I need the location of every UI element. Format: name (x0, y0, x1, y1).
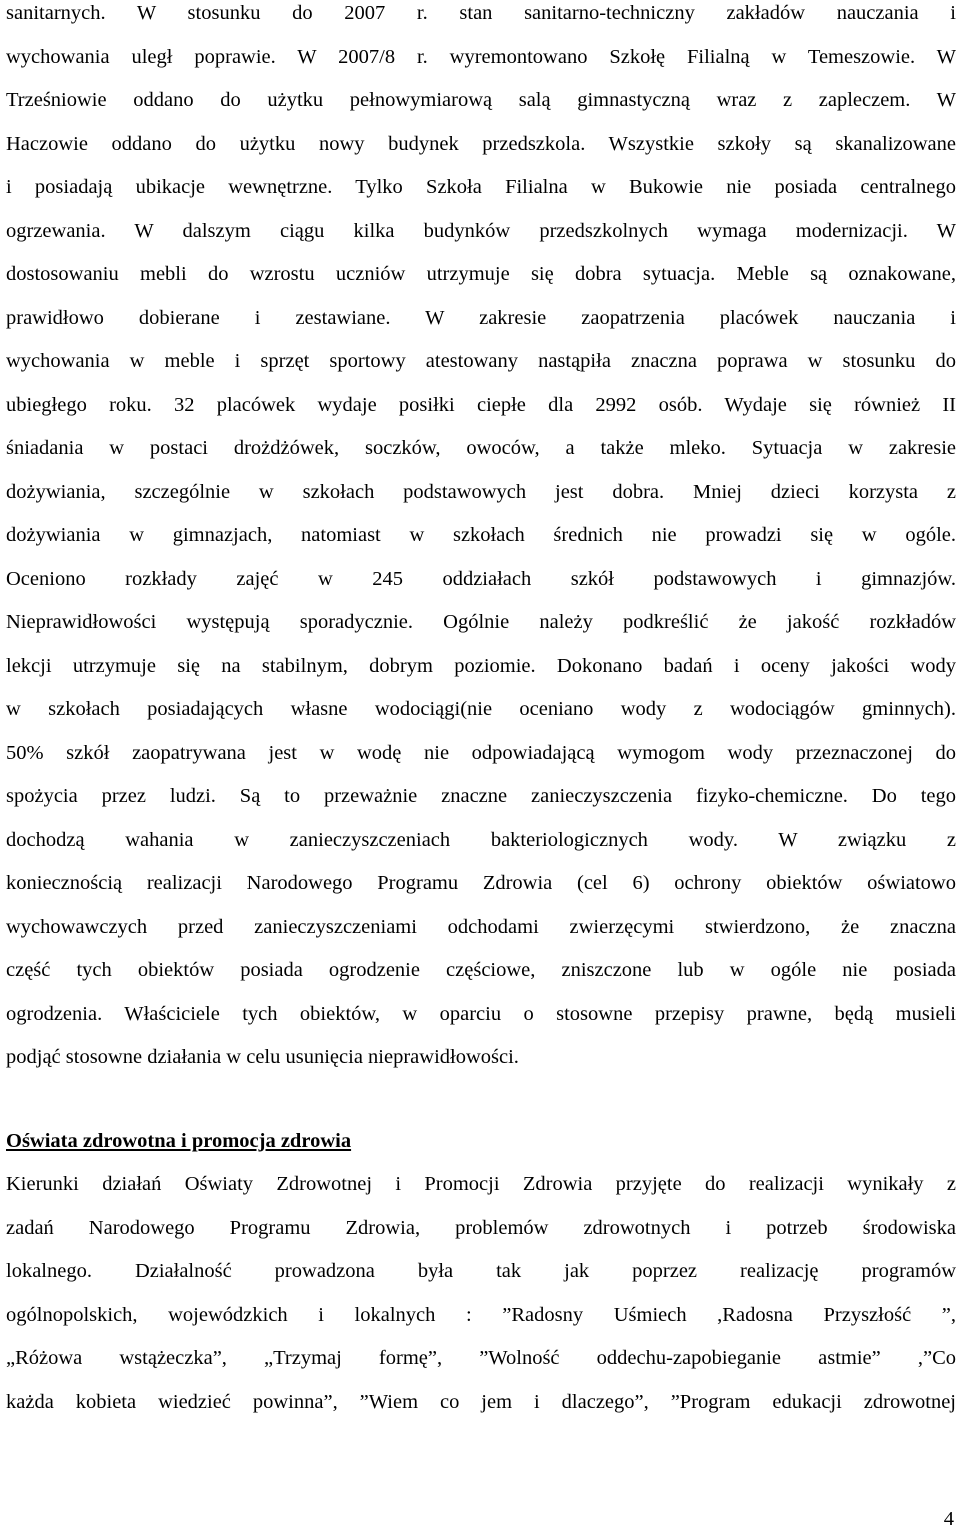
text-line: każda kobieta wiedzieć powinna”, ”Wiem co jem i dlaczego”, ”Program edukacji zdrowotnej (6, 1390, 956, 1413)
text-line: dostosowaniu mebli do wzrostu uczniów utrzymuje się dobra sytuacja. Meble są oznakowane, (6, 263, 956, 285)
text-line: lekcji utrzymuje się na stabilnym, dobrym poziomie. Dokonano badań i oceny jakości wody (6, 654, 956, 677)
body-paragraph-2 (6, 1163, 956, 1424)
text-line: spożycia przez ludzi. Są to przeważnie znaczne zanieczyszczenia fizyko-chemiczne. Do tego (6, 785, 956, 807)
text-line: Kierunki działań Oświaty Zdrowotnej i Promocji Zdrowia przyjęte do realizacji wynikały z (6, 1173, 956, 1195)
text-line: śniadania w postaci drożdżówek, soczków, owoców, a także mleko. Sytuacja w zakresie (6, 437, 956, 459)
text-line: Nieprawidłowości występują sporadycznie. Ogólnie należy podkreślić że jakość rozkładów (6, 611, 956, 633)
text-line: wychowania uległ poprawie. W 2007/8 r. wyremontowano Szkołę Filialną w Temeszowie. W (6, 45, 956, 68)
text-line: wychowania w meble i sprzęt sportowy atestowany nastąpiła znaczna poprawa w stosunku do (6, 350, 956, 372)
text-line: zadań Narodowego Programu Zdrowia, problemów zdrowotnych i potrzeb środowiska (6, 1216, 956, 1239)
text-line: dochodzą wahania w zanieczyszczeniach bakteriologicznych wody. W związku z (6, 828, 956, 851)
text-line: w szkołach posiadających własne wodociągi(nie oceniano wody z wodociągów gminnych). (6, 698, 956, 720)
text-line: „Różowa wstążeczka”, „Trzymaj formę”, ”Wolność oddechu-zapobieganie astmie” ,”Co (6, 1347, 956, 1369)
text-line: ubiegłego roku. 32 placówek wydaje posiłki ciepłe dla 2992 osób. Wydaje się również II (6, 393, 956, 416)
text-line: dożywiania, szczególnie w szkołach podstawowych jest dobra. Mniej dzieci korzysta z (6, 480, 956, 503)
page-number: 4 (943, 1508, 954, 1530)
text-line: prawidłowo dobierane i zestawiane. W zakresie zaopatrzenia placówek nauczania i (6, 306, 956, 329)
body-paragraph-1 (6, 0, 956, 1080)
text-line: ogrodzenia. Właściciele tych obiektów, w oparciu o stosowne przepisy prawne, będą musieli (6, 1002, 956, 1025)
section-heading: Oświata zdrowotna i promocja zdrowia (6, 1130, 352, 1152)
text-line: Haczowie oddano do użytku nowy budynek przedszkola. Wszystkie szkoły są skanalizowane (6, 132, 956, 155)
text-line: i posiadają ubikacje wewnętrzne. Tylko Szkoła Filialna w Bukowie nie posiada centralnego (6, 176, 956, 198)
text-line: podjąć stosowne działania w celu usunięcia nieprawidłowości. (6, 1046, 519, 1068)
document-page (6, 0, 956, 1080)
text-line: część tych obiektów posiada ogrodzenie częściowe, zniszczone lub w ogóle nie posiada (6, 959, 956, 981)
text-line: dożywiania w gimnazjach, natomiast w szkołach średnich nie prowadzi się w ogóle. (6, 524, 956, 546)
text-line: Trześniowie oddano do użytku pełnowymiarową salą gimnastyczną wraz z zapleczem. W (6, 89, 956, 111)
text-line: ogrzewania. W dalszym ciągu kilka budynków przedszkolnych wymaga modernizacji. W (6, 219, 956, 242)
text-line: Oceniono rozkłady zajęć w 245 oddziałach szkół podstawowych i gimnazjów. (6, 567, 956, 590)
text-line: wychowawczych przed zanieczyszczeniami odchodami zwierzęcymi stwierdzono, że znaczna (6, 915, 956, 938)
text-line: sanitarnych. W stosunku do 2007 r. stan sanitarno-techniczny zakładów nauczania i (6, 2, 956, 24)
text-line: lokalnego. Działalność prowadzona była tak jak poprzez realizację programów (6, 1260, 956, 1282)
text-line: 50% szkół zaopatrywana jest w wodę nie odpowiadającą wymogom wody przeznaczonej do (6, 741, 956, 764)
text-line: ogólnopolskich, wojewódzkich i lokalnych : ”Radosny Uśmiech ,Radosna Przyszłość ”, (6, 1303, 956, 1326)
text-line: koniecznością realizacji Narodowego Programu Zdrowia (cel 6) ochrony obiektów oświatowo (6, 872, 956, 894)
